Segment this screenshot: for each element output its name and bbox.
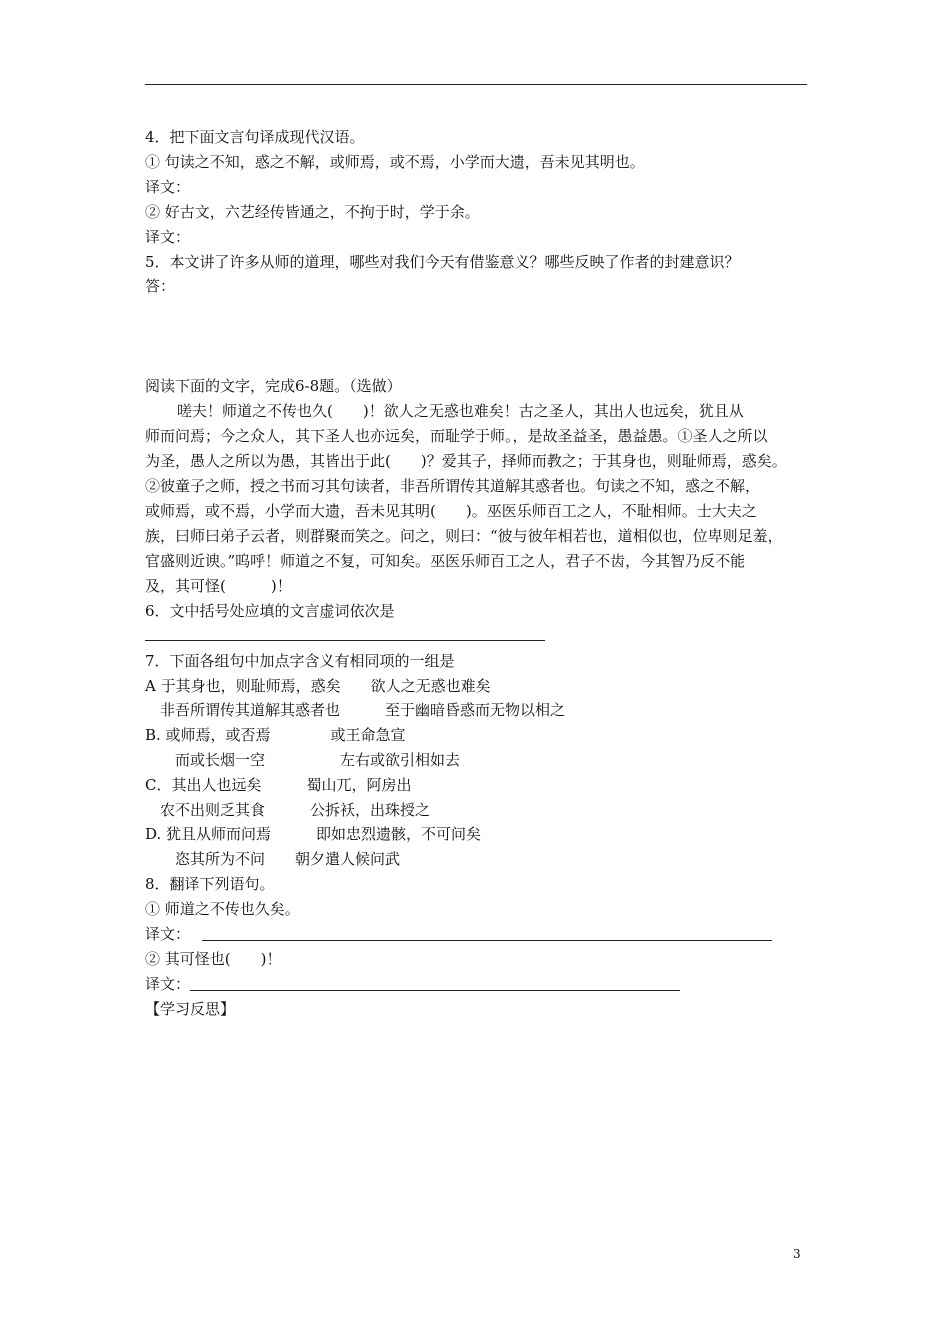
passage-line: 及，其可怪( )！ [145, 577, 292, 595]
q5-title: 5．本文讲了许多从师的道理，哪些对我们今天有借鉴意义？哪些反映了作者的封建意识？ [145, 253, 740, 271]
q8-translation-label-2: 译文： [145, 975, 191, 993]
passage-line: 或师焉，或不焉，小学而大遗，吾未见其明( )。巫医乐师百工之人，不耻相师。士大夫之 [145, 502, 757, 520]
q5-answer-label: 答： [145, 277, 176, 295]
q4-translation-label-1: 译文： [145, 178, 191, 196]
page-number: 3 [793, 1247, 801, 1261]
q8-sentence-1: ① 师道之不传也久矣。 [145, 900, 300, 918]
q8-title: 8．翻译下列语句。 [145, 875, 275, 893]
q7-option-a-line-1: A 于其身也，则耻师焉，惑矣 欲人之无惑也难矣 [145, 677, 491, 695]
q4-title: 4．把下面文言句译成现代汉语。 [145, 128, 365, 146]
q4-sentence-2: ② 好古文，六艺经传皆通之，不拘于时，学于余。 [145, 203, 480, 221]
q7-option-b-line-2: 而或长烟一空 左右或欲引相如去 [175, 751, 461, 769]
q8-answer-line-2[interactable] [190, 990, 680, 991]
passage-line: ②彼童子之师，授之书而习其句读者，非吾所谓传其道解其惑者也。句读之不知，惑之不解， [145, 477, 761, 495]
q7-title: 7．下面各组句中加点字含义有相同项的一组是 [145, 652, 455, 670]
q7-option-d-line-2: 恣其所为不问 朝夕遣人候问武 [175, 850, 401, 868]
q7-option-a-line-2: 非吾所谓传其道解其惑者也 至于幽暗昏惑而无物以相之 [160, 701, 566, 719]
passage-line: 师而问焉；今之众人，其下圣人也亦远矣，而耻学于师。，是故圣益圣，愚益愚。①圣人之所以 [145, 427, 768, 445]
q8-answer-line-1[interactable] [202, 940, 772, 941]
passage-line: 嗟夫！师道之不传也久( )！欲人之无惑也难矣！古之圣人，其出人也远矣，犹且从 [177, 402, 744, 420]
q4-sentence-1: ① 句读之不知，惑之不解，或师焉，或不焉，小学而大遗，吾未见其明也。 [145, 153, 645, 171]
passage-line: 官盛则近谀。”呜呼！师道之不复，可知矣。巫医乐师百工之人，君子不齿，今其智乃反不能 [145, 552, 746, 570]
q7-option-c-line-2: 农不出则乏其食 公拆袄，出珠授之 [160, 801, 431, 819]
q7-option-b-line-1: B. 或师焉，或否焉 或王命急宣 [145, 726, 406, 744]
reading-intro: 阅读下面的文字，完成6-8题。（选做） [145, 377, 402, 395]
passage-line: 为圣，愚人之所以为愚，其皆出于此( )？爱其子，择师而教之；于其身也，则耻师焉，惑矣。 [145, 452, 787, 470]
q7-option-d-line-1: D. 犹且从师而问焉 即如忠烈遗骸，不可问矣 [145, 825, 482, 843]
q4-translation-label-2: 译文： [145, 228, 191, 246]
q7-option-c-line-1: C．其出人也远矣 蜀山兀，阿房出 [145, 776, 412, 794]
passage-line: 族，曰师曰弟子云者，则群聚而笑之。问之，则曰：“彼与彼年相若也，道相似也，位卑则足羞， [145, 527, 783, 545]
header-rule [145, 84, 807, 85]
q6-title: 6．文中括号处应填的文言虚词依次是 [145, 602, 395, 620]
q8-sentence-2: ② 其可怪也( )！ [145, 950, 282, 968]
reflection-heading: 【学习反思】 [145, 1000, 236, 1018]
q6-answer-line[interactable] [145, 640, 545, 641]
q8-translation-label-1: 译文： [145, 925, 191, 943]
